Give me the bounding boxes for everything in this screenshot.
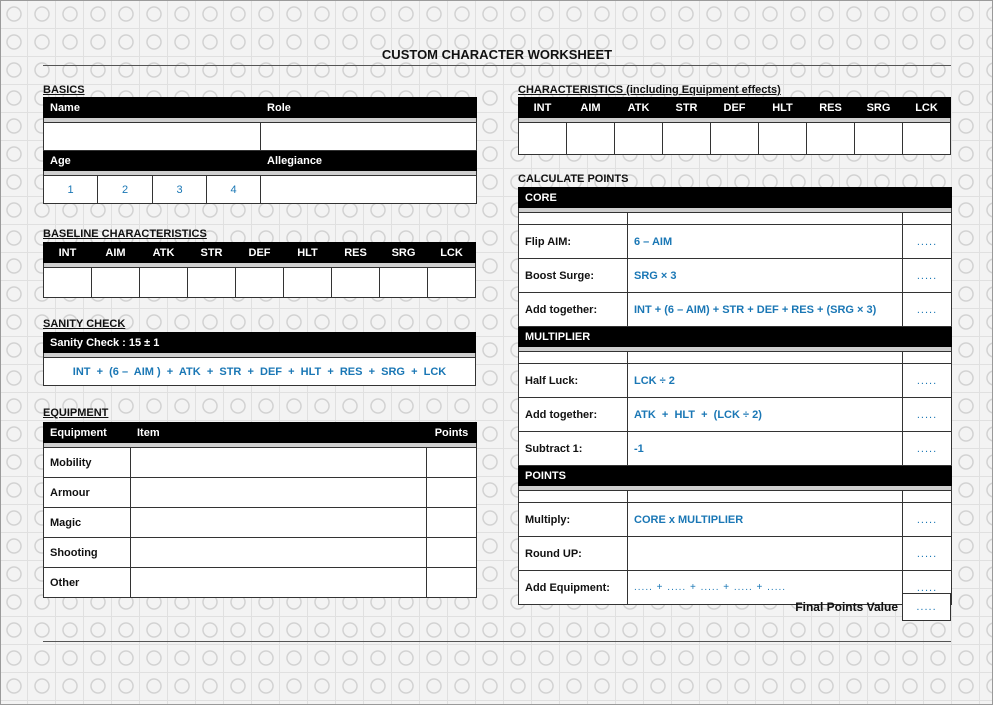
calc-row-label: Round UP: [519, 537, 628, 571]
baseline-heading: BASELINE CHARACTERISTICS [43, 228, 207, 240]
char-atk-field[interactable] [615, 123, 663, 155]
char-str-field[interactable] [663, 123, 711, 155]
char-srg-field[interactable] [855, 123, 903, 155]
calc-row-label: Boost Surge: [519, 259, 628, 293]
sanity-header: Sanity Check : 15 ± 1 [44, 333, 476, 353]
baseline-header-atk: ATK [140, 243, 188, 263]
equipment-row-label: Shooting [44, 538, 131, 568]
equipment-points-field[interactable] [427, 478, 477, 508]
baseline-srg-field[interactable] [380, 268, 428, 298]
char-res-field[interactable] [807, 123, 855, 155]
calc-row-label: Add Equipment: [519, 571, 628, 605]
equipment-points-field[interactable] [427, 508, 477, 538]
item-col-header: Item [131, 423, 427, 443]
age-option-2[interactable]: 2 [98, 176, 153, 204]
calc-row-value[interactable]: ..... [903, 259, 952, 293]
baseline-header-def: DEF [236, 243, 284, 263]
char-header-hlt: HLT [759, 98, 807, 118]
calc-row-label: Add together: [519, 398, 628, 432]
equipment-points-field[interactable] [427, 568, 477, 598]
equipment-points-field[interactable] [427, 448, 477, 478]
char-header-srg: SRG [855, 98, 903, 118]
title-rule [43, 65, 951, 66]
final-points-value[interactable]: ..... [902, 593, 951, 621]
page-title: CUSTOM CHARACTER WORKSHEET [381, 47, 613, 62]
baseline-int-field[interactable] [44, 268, 92, 298]
calc-row-value[interactable]: ..... [903, 364, 952, 398]
age-option-4[interactable]: 4 [207, 176, 261, 204]
calculate-table [518, 187, 952, 605]
baseline-lck-field[interactable] [428, 268, 476, 298]
sanity-heading: SANITY CHECK [43, 318, 126, 330]
baseline-hlt-field[interactable] [284, 268, 332, 298]
equipment-item-field[interactable] [131, 568, 427, 598]
baseline-header-int: INT [44, 243, 92, 263]
calc-row-label: Flip AIM: [519, 225, 628, 259]
multiplier-header: MULTIPLIER [519, 327, 952, 347]
age-option-3[interactable]: 3 [153, 176, 207, 204]
age-header: Age [44, 151, 261, 171]
char-int-field[interactable] [519, 123, 567, 155]
calc-row-formula [628, 537, 903, 571]
char-header-res: RES [807, 98, 855, 118]
calc-row-formula: -1 [628, 432, 903, 466]
core-header: CORE [519, 188, 952, 208]
calc-row-formula: ATK + HLT + (LCK ÷ 2) [628, 398, 903, 432]
char-header-atk: ATK [615, 98, 663, 118]
calc-row-formula: 6 – AIM [628, 225, 903, 259]
calc-row-value[interactable]: ..... [903, 571, 952, 605]
char-header-def: DEF [711, 98, 759, 118]
char-lck-field[interactable] [903, 123, 951, 155]
name-field[interactable] [44, 123, 261, 151]
equipment-row-label: Magic [44, 508, 131, 538]
equipment-row-label: Mobility [44, 448, 131, 478]
equipment-col-header: Equipment [44, 423, 131, 443]
characteristics-heading: CHARACTERISTICS (including Equipment effects) [518, 84, 781, 96]
calc-row-value[interactable]: ..... [903, 398, 952, 432]
calc-row-value[interactable]: ..... [903, 537, 952, 571]
calc-row-value[interactable]: ..... [903, 432, 952, 466]
equipment-heading: EQUIPMENT [43, 407, 109, 419]
age-option-1[interactable]: 1 [44, 176, 98, 204]
calculate-heading: CALCULATE POINTS [518, 173, 629, 185]
final-points-label: Final Points Value [795, 600, 898, 614]
equipment-item-field[interactable] [131, 478, 427, 508]
baseline-table [43, 242, 476, 298]
char-header-lck: LCK [903, 98, 951, 118]
basics-table [43, 97, 477, 204]
points-header: POINTS [519, 466, 952, 486]
footer-rule [43, 641, 951, 642]
sanity-table [43, 332, 476, 386]
baseline-header-aim: AIM [92, 243, 140, 263]
baseline-aim-field[interactable] [92, 268, 140, 298]
characteristics-table [518, 97, 951, 155]
calc-row-label: Add together: [519, 293, 628, 327]
char-aim-field[interactable] [567, 123, 615, 155]
baseline-header-hlt: HLT [284, 243, 332, 263]
role-header: Role [261, 98, 477, 118]
equipment-points-field[interactable] [427, 538, 477, 568]
equipment-item-field[interactable] [131, 448, 427, 478]
equipment-table [43, 422, 477, 598]
equipment-item-field[interactable] [131, 538, 427, 568]
char-header-aim: AIM [567, 98, 615, 118]
baseline-res-field[interactable] [332, 268, 380, 298]
equipment-row-label: Other [44, 568, 131, 598]
calc-row-label: Half Luck: [519, 364, 628, 398]
char-def-field[interactable] [711, 123, 759, 155]
name-header: Name [44, 98, 261, 118]
baseline-str-field[interactable] [188, 268, 236, 298]
baseline-atk-field[interactable] [140, 268, 188, 298]
basics-heading: BASICS [43, 84, 85, 96]
points-col-header: Points [427, 423, 477, 443]
baseline-header-str: STR [188, 243, 236, 263]
calc-row-formula: INT + (6 – AIM) + STR + DEF + RES + (SRG × 3) [628, 293, 903, 327]
calc-row-label: Subtract 1: [519, 432, 628, 466]
allegiance-field[interactable] [261, 176, 477, 204]
baseline-def-field[interactable] [236, 268, 284, 298]
char-header-str: STR [663, 98, 711, 118]
baseline-header-srg: SRG [380, 243, 428, 263]
calc-row-value[interactable]: ..... [903, 293, 952, 327]
calc-row-value[interactable]: ..... [903, 225, 952, 259]
equipment-row-label: Armour [44, 478, 131, 508]
sanity-formula: INT + (6 – AIM ) + ATK + STR + DEF + HLT + RES + SRG + LCK [44, 358, 476, 386]
calc-row-formula: SRG × 3 [628, 259, 903, 293]
equipment-sum-formula: ..... + ..... + ..... + ..... + ..... [628, 571, 903, 605]
calc-row-formula: LCK ÷ 2 [628, 364, 903, 398]
calc-row-label: Multiply: [519, 503, 628, 537]
equipment-item-field[interactable] [131, 508, 427, 538]
role-field[interactable] [261, 123, 477, 151]
char-hlt-field[interactable] [759, 123, 807, 155]
calc-row-formula: CORE x MULTIPLIER [628, 503, 903, 537]
baseline-header-res: RES [332, 243, 380, 263]
char-header-int: INT [519, 98, 567, 118]
calc-row-value[interactable]: ..... [903, 503, 952, 537]
allegiance-header: Allegiance [261, 151, 477, 171]
baseline-header-lck: LCK [428, 243, 476, 263]
